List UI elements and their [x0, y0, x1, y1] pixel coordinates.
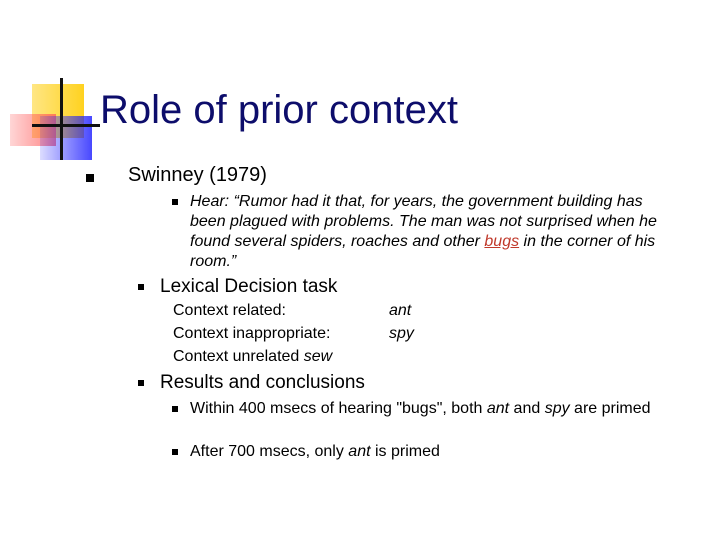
- result-part: are primed: [569, 400, 651, 417]
- bullet-results: Results and conclusions: [160, 372, 365, 393]
- deco-vertical-line: [60, 78, 63, 160]
- result-part: Within 400 msecs of hearing "bugs", both: [190, 400, 487, 417]
- quote-part: in the corner of his room.”: [190, 233, 656, 270]
- deco-blue-square: [40, 116, 92, 160]
- result-item: [190, 442, 440, 462]
- bullet-marker: [86, 174, 94, 182]
- bullet-swinney: Swinney (1979): [128, 164, 267, 186]
- bullet-marker: [138, 284, 144, 290]
- result-part: After 700 msecs, only: [190, 443, 349, 460]
- condition-label: Context inappropriate:: [173, 325, 331, 342]
- result-word: spy: [544, 400, 570, 417]
- bullet-marker: [172, 449, 178, 455]
- bullet-lexical: Lexical Decision task: [160, 276, 338, 297]
- result-word: ant: [348, 443, 371, 460]
- bullet-marker: [172, 199, 178, 205]
- quote-text: [190, 192, 665, 272]
- result-part: and: [509, 400, 545, 417]
- condition-word: ant: [389, 302, 412, 319]
- quote-part: Hear: “Rumor had it that, for years, the government building has been plagued with problems. The man was not surprised when he found several spiders, roaches and other: [190, 193, 657, 250]
- result-item: [190, 399, 670, 418]
- quote-highlight-word: bugs: [484, 233, 520, 250]
- slide-title: Role of prior context: [100, 88, 458, 132]
- condition-word: spy: [389, 325, 414, 342]
- result-part: is primed: [370, 443, 440, 460]
- condition-label: Context related:: [173, 302, 286, 319]
- condition-label: Context unrelated: [173, 348, 300, 365]
- bullet-marker: [138, 380, 144, 386]
- condition-row: [173, 345, 332, 368]
- condition-word: sew: [303, 348, 333, 365]
- result-word: ant: [486, 400, 510, 417]
- deco-horizontal-line: [32, 124, 100, 127]
- bullet-marker: [172, 406, 178, 412]
